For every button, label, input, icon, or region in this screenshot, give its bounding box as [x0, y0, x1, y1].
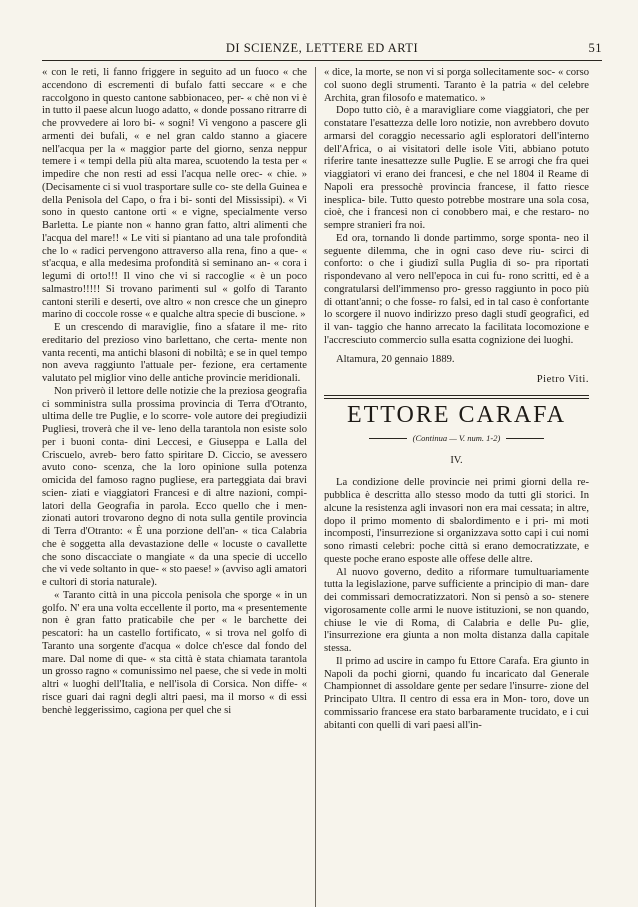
running-head: [42, 40, 602, 61]
paragraph: « Taranto città in una piccola penisola che sporge « in un golfo. N' era una volta eccellente il porto, ma « presentemente non è gran fatto praticabile che per « le barchette dei pescatori: ha un castello fortificato, « si trova nel golfo di Taranto una sorgente d'acqua « dolce ch'esce dal fondo del mare. Dal nome di que- « sta città è stata chiamata tarantola un grosso ragno « comunissimo nel paese, che si vede in molti altri « luoghi dell'Italia, e nell'isola di Corsica. Non diffe- « risce guari dai ragni degli altri paesi, ma il morso « di essi benchè leggerissimo, cagiona per quel che si: [42, 589, 307, 716]
paragraph: Il primo ad uscire in campo fu Ettore Carafa. Era giunto in Napoli da pochi giorni, quando fu incaricato dal Generale Championnet di assoldare gente per sedare l'insurre- zione del Principato Ultra. Il centro di essa era in Mon- toro, dove un commissario francese era stato barbaramente trucidato, e i cui abitanti con quelli di vari paesi all'in-: [324, 655, 589, 731]
article-title: ETTORE CARAFA: [346, 402, 567, 428]
dateline: Altamura, 20 gennaio 1889.: [336, 353, 455, 365]
section-rule: [324, 395, 589, 399]
continuation-note: (Continua — V. num. 1-2): [324, 432, 589, 445]
right-column: [324, 67, 589, 732]
section-number: IV.: [450, 454, 463, 466]
signature: Pietro Viti.: [536, 374, 589, 386]
page-number: 51: [588, 41, 602, 55]
page: [42, 40, 602, 731]
column-divider: [315, 67, 316, 907]
running-title: DI SCIENZE, LETTERE ED ARTI: [225, 41, 419, 55]
paragraph: Non priverò il lettore delle notizie che la preziosa geografia ci somministra sulla prossima provincia di Terra d'Otranto, ultima delle tre Puglie, e lo scorre- vole autore dei pregiudizii Pugliesi, troverà che il ve- leno della tarantola non esiste solo per i buoni conta- dini Leccesi, e Giuseppa e Lalla del Criscuelo, avreb- bero fatto spiritare D. Ciccio, se avessero avuto cono- scenza, che la loro opinione sulla potenza omicida del famoso ragno pugliese, era parteggiata dai bravi scien- ziati e viaggiatori Francesi e di altre nazioni, compi- latori della Geografia in parola. Ecco quello che i men- zionati autori trovarono degno di nota sulla gentile provincia di Terra d'Otranto: « È una porzione dell'an- « tica Calabria che è soggetta alla devastazione delle « locuste o cavallette che sono discacciate o mangiate « da una specie di uccello che vi vede soltanto in que- « sto paese! » (avviso agli amatori e cultori di storia naturale).: [42, 385, 307, 588]
paragraph: Ed ora, tornando lì donde partimmo, sorge sponta- neo il seguente dilemma, che in ogni caso deve riu- scirci di conforto: o che i giudizî sulla Puglia di so- pra riportati rispondevano al vero nell'epoca in cui fu- rono scritti, ed è a congratularsi dell'immenso pro- gresso raggiunto in poco più di ottant'anni; o che fosse- ro falsi, ed in tal caso è confortante lo scorgere il nuovo indirizzo preso dagli studî geografici, ed il van- taggio che hanno arrecato la facilitata locomozione e l'accresciuto commercio sulla esatta cognizione dei luoghi.: [324, 232, 589, 346]
paragraph: « dice, la morte, se non vi si porga sollecitamente soc- « corso col suono degli strumenti. Taranto è la patria « del celebre Archita, gran filosofo e matematico. »: [324, 67, 589, 104]
paragraph: Al nuovo governo, dedito a riformare tumultuariamente tutta la legislazione, parve sufficiente a principio di man- dare dei commissari democratizzatori. Non si pensò a so- stenere vigorosamente colle armi le nuove istituzioni, se non quando, chiuse le vie di Roma, di Calabria e delle Pu- glie, l'insurrezione era giunta a non molta distanza dalla capitale stessa.: [324, 566, 589, 654]
paragraph: La condizione delle provincie nei primi giorni della re- pubblica è descritta allo stesso modo da tutti gli storici. In alcune la resistenza agli invasori non era mai cessata; in altre, dopo il primo momento di sbalordimento e i pri- mi moti incomposti, l'insurrezione si organizzava sotto capi i cui nomi sono rimasti celebri: poche città si erano democratizzate, e queste poche erano esposte alle offese delle altre.: [324, 477, 589, 565]
paragraph: E un crescendo di maraviglie, fino a sfatare il me- rito ereditario del prezioso vino barlettano, che certa- mente non vanta recenti, ma antichi blasoni di nobiltà; e se in quel tempo non aveva raggiunto l'attuale per- fezione, era certamente valutato pel miglior vino delle antiche provincie meridionali.: [42, 322, 307, 384]
paragraph: Dopo tutto ciò, è a maravigliare come viaggiatori, che per constatare l'esattezza delle loro notizie, non avrebbero dovuto armarsi del coraggio necessario agli esploratori dell'interno dell'Africa, o ai visitatori delle isole Viti, abbiano potuto riferire tante inesattezze sulle Puglie. E se arrogi che fra quei viaggiatori vi erano dei francesi, e che nel 1804 il Reame di Napoli era pressochè provincia francese, il fatto riesce inesplica- bile. Tutto questo potrebbe mostrare una sola cosa, cioè, che i francesi non ci conobbero mai, e che restaro- no sempre stranieri fra noi.: [324, 105, 589, 231]
paragraph: « con le reti, li fanno friggere in seguito ad un fuoco « che accendono di escrementi di bufalo fatti seccare « e che raccolgono in questo cantone sabbionaceo, per- « chè non vi è in tutto il paese alcun luogo adatto, « donde possano ritrarre di che provvedere ai loro bi- « sogni! Vi vengono a pascere gli armenti dei bufali, « e nel gran caldo stanno a giacere nell'acqua per la « maggior parte del giorno, senza neppur temere i « tempi della più alta marea, scuotendo la testa per « impedire che non resti ad essi l'acqua nelle orec- « chie. » (Decisamente ci si vuol trasportare sulle co- ste della Guinea e della Penisola del Capo, o fra i bi- sonti del Mississipi). « Vi sono in questo cantone orti « e vigne, specialmente verso Barletta. Le piante non « hanno gran fatto, altri alimenti che l'acqua del mare!! « Le viti si piantano ad una tale profondità che lo « radici pervengono attraverso alla rena, fino a que- « st'acqua, e alla medesima profondità si seminano an- « cora i legumi di orto!!! Il vino che vi si raccoglie « è un poco salmastro!!!!! Si trovano parimenti sul « golfo di Taranto cantoni sterili e deserti, ove altro « non cresce che un ginepro marino di coccole rosse « e qualche altra specie di buscione. »: [42, 67, 307, 321]
left-column: [42, 67, 307, 717]
